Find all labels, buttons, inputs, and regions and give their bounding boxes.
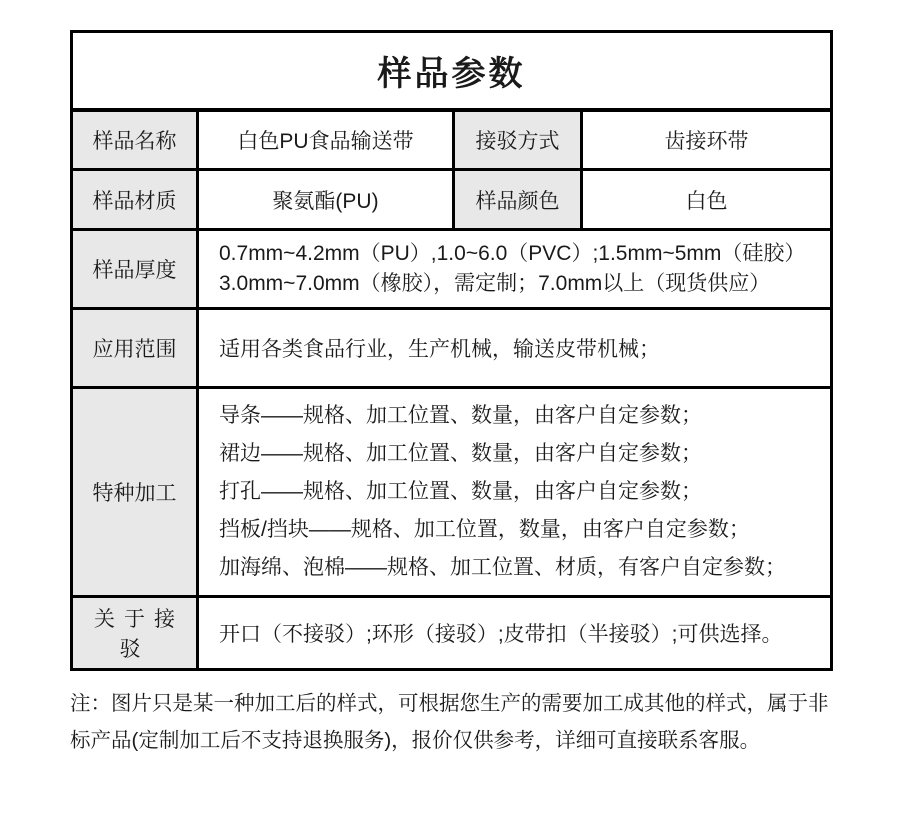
special-line-punching: 打孔——规格、加工位置、数量，由客户自定参数； bbox=[219, 480, 702, 503]
label-application: 应用范围 bbox=[72, 309, 198, 388]
special-line-sponge: 加海绵、泡棉——规格、加工位置、材质，有客户自定参数； bbox=[219, 556, 786, 579]
cell-about-joint: 开口（不接驳）;环形（接驳）;皮带扣（半接驳）;可供选择。 bbox=[198, 597, 832, 670]
footnote-line-1: 注：图片只是某一种加工后的样式，可根据您生产的需要加工成其他的样式，属于非 bbox=[70, 692, 829, 715]
footnote-line-2: 标产品(定制加工后不支持退换服务)，报价仅供参考，详细可直接联系客服。 bbox=[70, 729, 761, 752]
label-joint-method: 接驳方式 bbox=[454, 110, 582, 170]
cell-color: 白色 bbox=[582, 170, 832, 230]
cell-sample-name: 白色PU食品输送带 bbox=[198, 110, 454, 170]
row-application bbox=[72, 309, 832, 388]
row-about-joint bbox=[72, 597, 832, 670]
label-thickness: 样品厚度 bbox=[72, 230, 198, 309]
label-color: 样品颜色 bbox=[454, 170, 582, 230]
spec-table bbox=[70, 30, 833, 671]
cell-application: 适用各类食品行业，生产机械，输送皮带机械； bbox=[198, 309, 832, 388]
label-special-processing: 特种加工 bbox=[72, 388, 198, 597]
thickness-line-1: 0.7mm~4.2mm（PU）,1.0~6.0（PVC）;1.5mm~5mm（硅胶） bbox=[219, 242, 806, 265]
row-thickness bbox=[72, 230, 832, 309]
footnote bbox=[70, 685, 830, 759]
cell-material: 聚氨酯(PU) bbox=[198, 170, 454, 230]
special-line-cleat: 挡板/挡块——规格、加工位置，数量，由客户自定参数； bbox=[219, 518, 750, 541]
cell-joint-method: 齿接环带 bbox=[582, 110, 832, 170]
label-sample-name: 样品名称 bbox=[72, 110, 198, 170]
row-material bbox=[72, 170, 832, 230]
row-special-processing bbox=[72, 388, 832, 597]
page-title: 样品参数 bbox=[72, 32, 832, 110]
title-row bbox=[72, 32, 832, 110]
special-line-guide-strip: 导条——规格、加工位置、数量，由客户自定参数； bbox=[219, 404, 702, 427]
special-line-skirt: 裙边——规格、加工位置、数量，由客户自定参数； bbox=[219, 442, 702, 465]
row-sample-name bbox=[72, 110, 832, 170]
thickness-line-2: 3.0mm~7.0mm（橡胶），需定制；7.0mm以上（现货供应） bbox=[219, 272, 771, 295]
label-about-joint: 关于接驳 bbox=[72, 597, 198, 670]
label-material: 样品材质 bbox=[72, 170, 198, 230]
cell-thickness bbox=[198, 230, 832, 309]
cell-special-processing bbox=[198, 388, 832, 597]
